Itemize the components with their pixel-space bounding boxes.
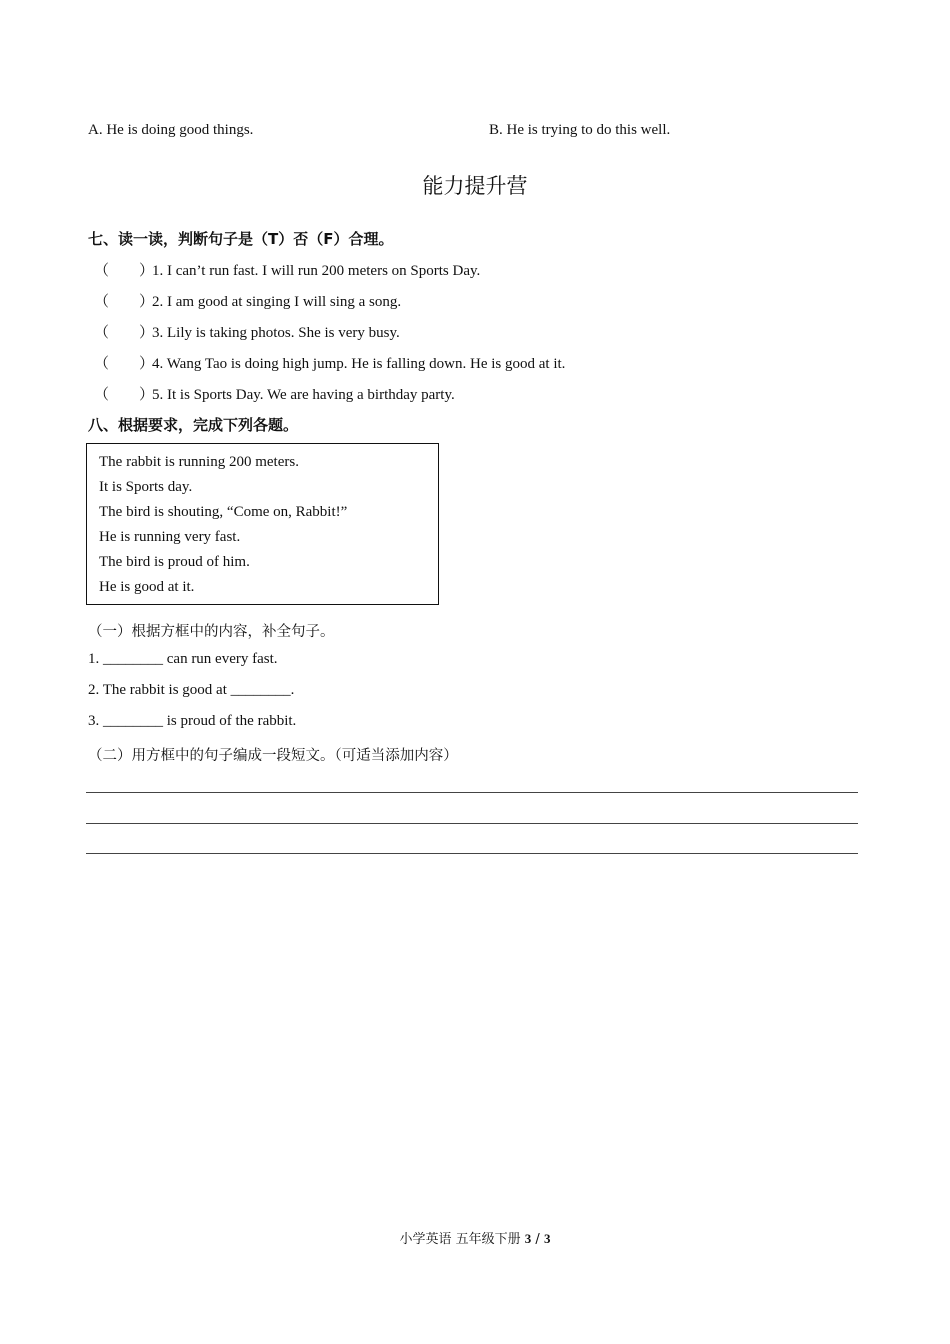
answer-blank[interactable]: （ ） xyxy=(94,385,155,403)
answer-blank[interactable]: （ ） xyxy=(94,354,155,372)
answer-blank[interactable]: （ ） xyxy=(94,261,155,279)
answer-blank[interactable]: （ ） xyxy=(94,323,155,341)
box-line: The bird is proud of him. xyxy=(99,554,250,570)
box-line: The bird is shouting, “Come on, Rabbit!” xyxy=(99,504,348,520)
box-line: It is Sports day. xyxy=(99,479,193,495)
box-line: The rabbit is running 200 meters. xyxy=(99,454,299,470)
subquestion-1-instruction: （一）根据方框中的内容，补全句子。 xyxy=(88,624,335,640)
writing-line[interactable] xyxy=(86,823,858,824)
option-a: A. He is doing good things. xyxy=(88,122,254,138)
part8-heading: 八、根据要求，完成下列各题。 xyxy=(88,416,299,434)
subquestion-2-instruction: （二）用方框中的句子编成一段短文。（可适当添加内容） xyxy=(88,748,458,764)
footer-subject: 小学英语 五年级下册 xyxy=(399,1232,525,1247)
fill-item-3[interactable]: 3. ________ is proud of the rabbit. xyxy=(88,713,297,729)
writing-line[interactable] xyxy=(86,792,858,793)
tf-item-4 xyxy=(94,352,565,372)
answer-blank[interactable]: （ ） xyxy=(94,292,155,310)
tf-item-text: 4. Wang Tao is doing high jump. He is falling down. He is good at it. xyxy=(152,356,566,372)
footer-page-total: 3 xyxy=(543,1231,551,1246)
writing-line[interactable] xyxy=(86,853,858,854)
answer-options-row xyxy=(88,122,868,142)
tf-item-3 xyxy=(94,321,400,341)
tf-item-text: 2. I am good at singing I will sing a song. xyxy=(152,294,402,310)
tf-item-5 xyxy=(94,383,455,403)
box-line: He is running very fast. xyxy=(99,529,241,545)
tf-item-text: 5. It is Sports Day. We are having a birthday party. xyxy=(152,387,455,403)
fill-item-2[interactable]: 2. The rabbit is good at ________. xyxy=(88,682,295,698)
box-line: He is good at it. xyxy=(99,579,195,595)
fill-item-1[interactable]: 1. ________ can run every fast. xyxy=(88,651,278,667)
footer-page-number: 3 xyxy=(524,1231,532,1246)
part7-heading: 七、读一读，判断句子是（T）否（F）合理。 xyxy=(88,230,394,248)
footer-separator: / xyxy=(531,1232,544,1247)
tf-item-text: 3. Lily is taking photos. She is very busy. xyxy=(152,325,400,341)
tf-item-text: 1. I can’t run fast. I will run 200 meters on Sports Day. xyxy=(152,263,481,279)
story-box xyxy=(86,443,439,605)
tf-item-2 xyxy=(94,290,401,310)
tf-item-1 xyxy=(94,259,480,279)
section-title: 能力提升营 xyxy=(422,174,528,198)
option-b: B. He is trying to do this well. xyxy=(489,122,671,138)
page-footer xyxy=(0,1228,950,1247)
